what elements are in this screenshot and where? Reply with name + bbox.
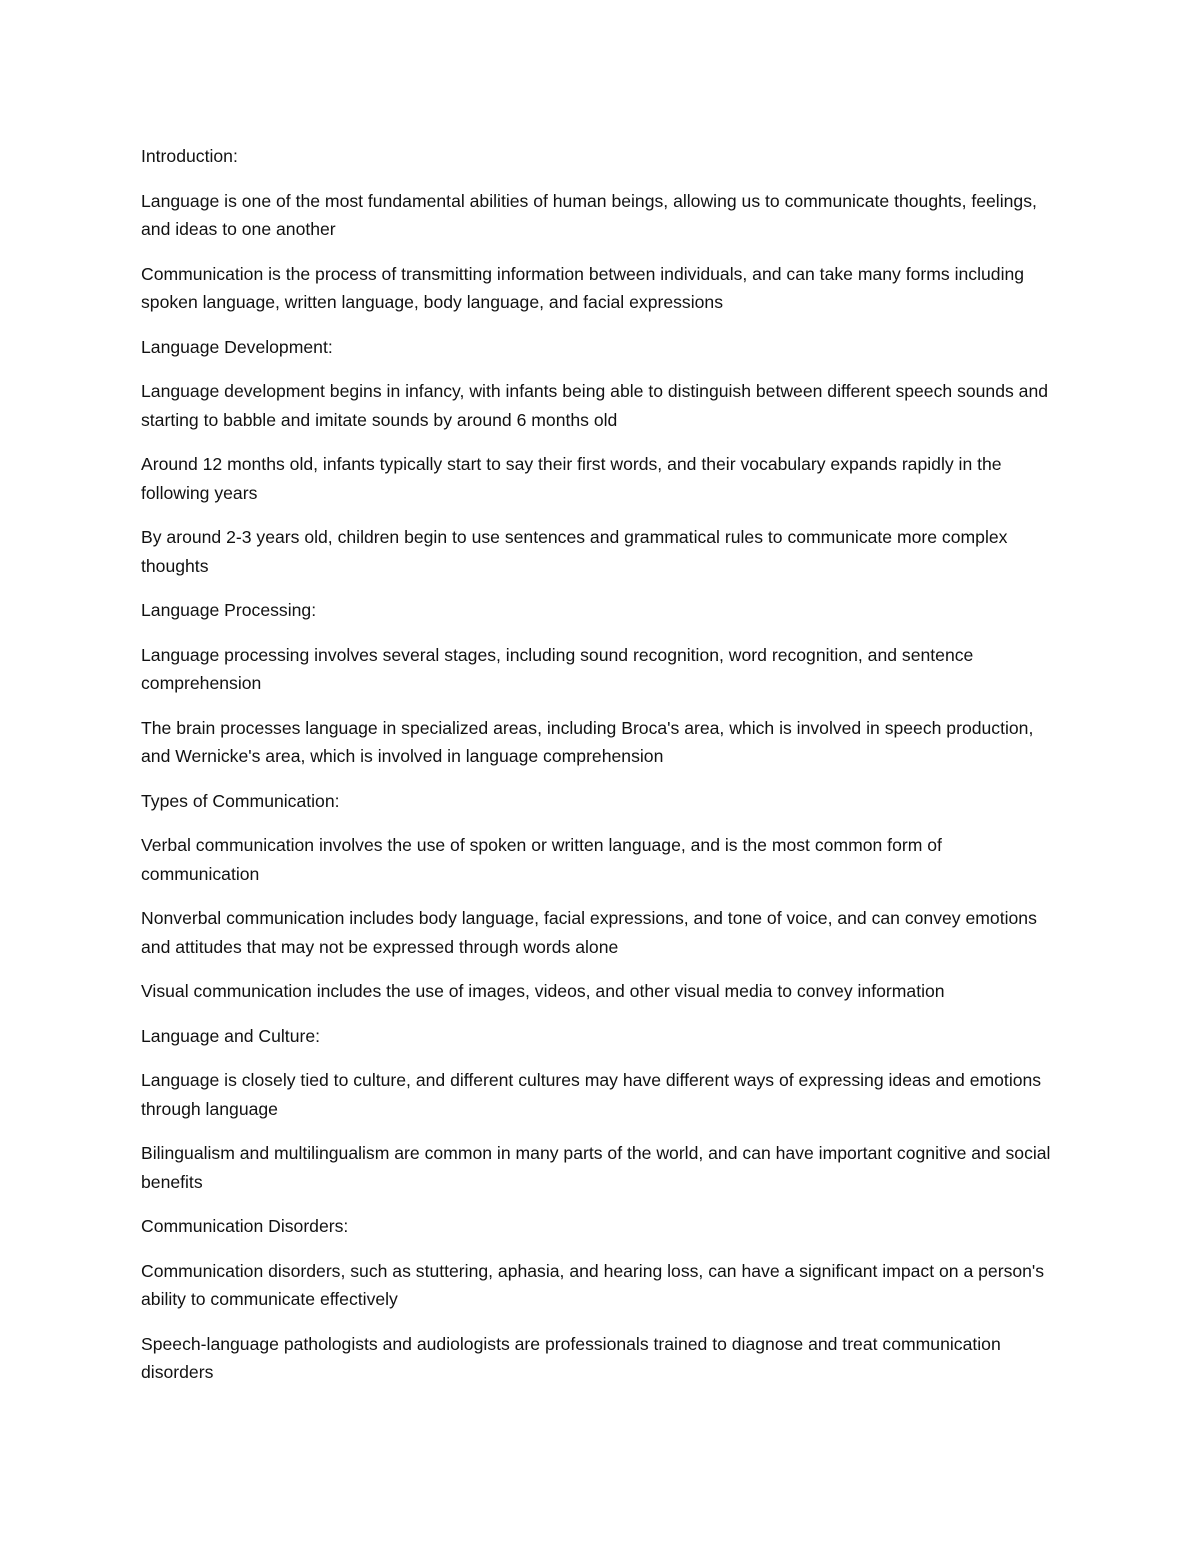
heading-communication-disorders: Communication Disorders: [141,1216,349,1236]
heading-introduction: Introduction: [141,146,238,166]
heading-language-and-culture: Language and Culture: [141,1025,321,1046]
heading-types-of-communication: Types of Communication: [141,790,340,811]
paragraph-language-fundamental: Language is one of the most fundamental abilities of human beings, allowing us to communicate thoughts, feelings, and ideas to one another [141,190,1037,239]
heading-language-processing: Language Processing: [141,600,317,620]
paragraph-verbal-communication: Verbal communication involves the use of spoken or written language, and is the most common form of communication [141,835,942,884]
heading-language-development: Language Development: [141,336,333,357]
paragraph-speech-language-pathologists: Speech-language pathologists and audiologists are professionals trained to diagnose and treat communication disorders [141,1333,1001,1382]
paragraph-language-culture: Language is closely tied to culture, and different cultures may have different ways of expressing ideas and emotions through language [141,1070,1042,1119]
paragraph-visual-communication: Visual communication includes the use of images, videos, and other visual media to convey information [141,981,945,1001]
paragraph-bilingualism: Bilingualism and multilingualism are common in many parts of the world, and can have important cognitive and social benefits [141,1143,1051,1192]
paragraph-brain-areas: The brain processes language in specialized areas, including Broca's area, which is involved in speech production, and Wernicke's area, which is involved in language comprehension [141,717,1034,766]
paragraph-nonverbal-communication: Nonverbal communication includes body language, facial expressions, and tone of voice, and can convey emotions and attitudes that may not be expressed through words alone [141,908,1037,957]
document-body [141,142,1061,1387]
paragraph-first-words: Around 12 months old, infants typically start to say their first words, and their vocabulary expands rapidly in the following years [141,454,1002,503]
paragraph-sentences-grammar: By around 2-3 years old, children begin to use sentences and grammatical rules to communicate more complex thoughts [141,527,1008,576]
paragraph-communication-process: Communication is the process of transmitting information between individuals, and can take many forms including spoken language, written language, body language, and facial expressions [141,263,1025,312]
paragraph-disorders-impact: Communication disorders, such as stuttering, aphasia, and hearing loss, can have a significant impact on a person's ability to communicate effectively [141,1260,1045,1309]
paragraph-infancy-development: Language development begins in infancy, with infants being able to distinguish between different speech sounds and starting to babble and imitate sounds by around 6 months old [141,381,1049,430]
paragraph-processing-stages: Language processing involves several stages, including sound recognition, word recognition, and sentence comprehension [141,644,974,693]
